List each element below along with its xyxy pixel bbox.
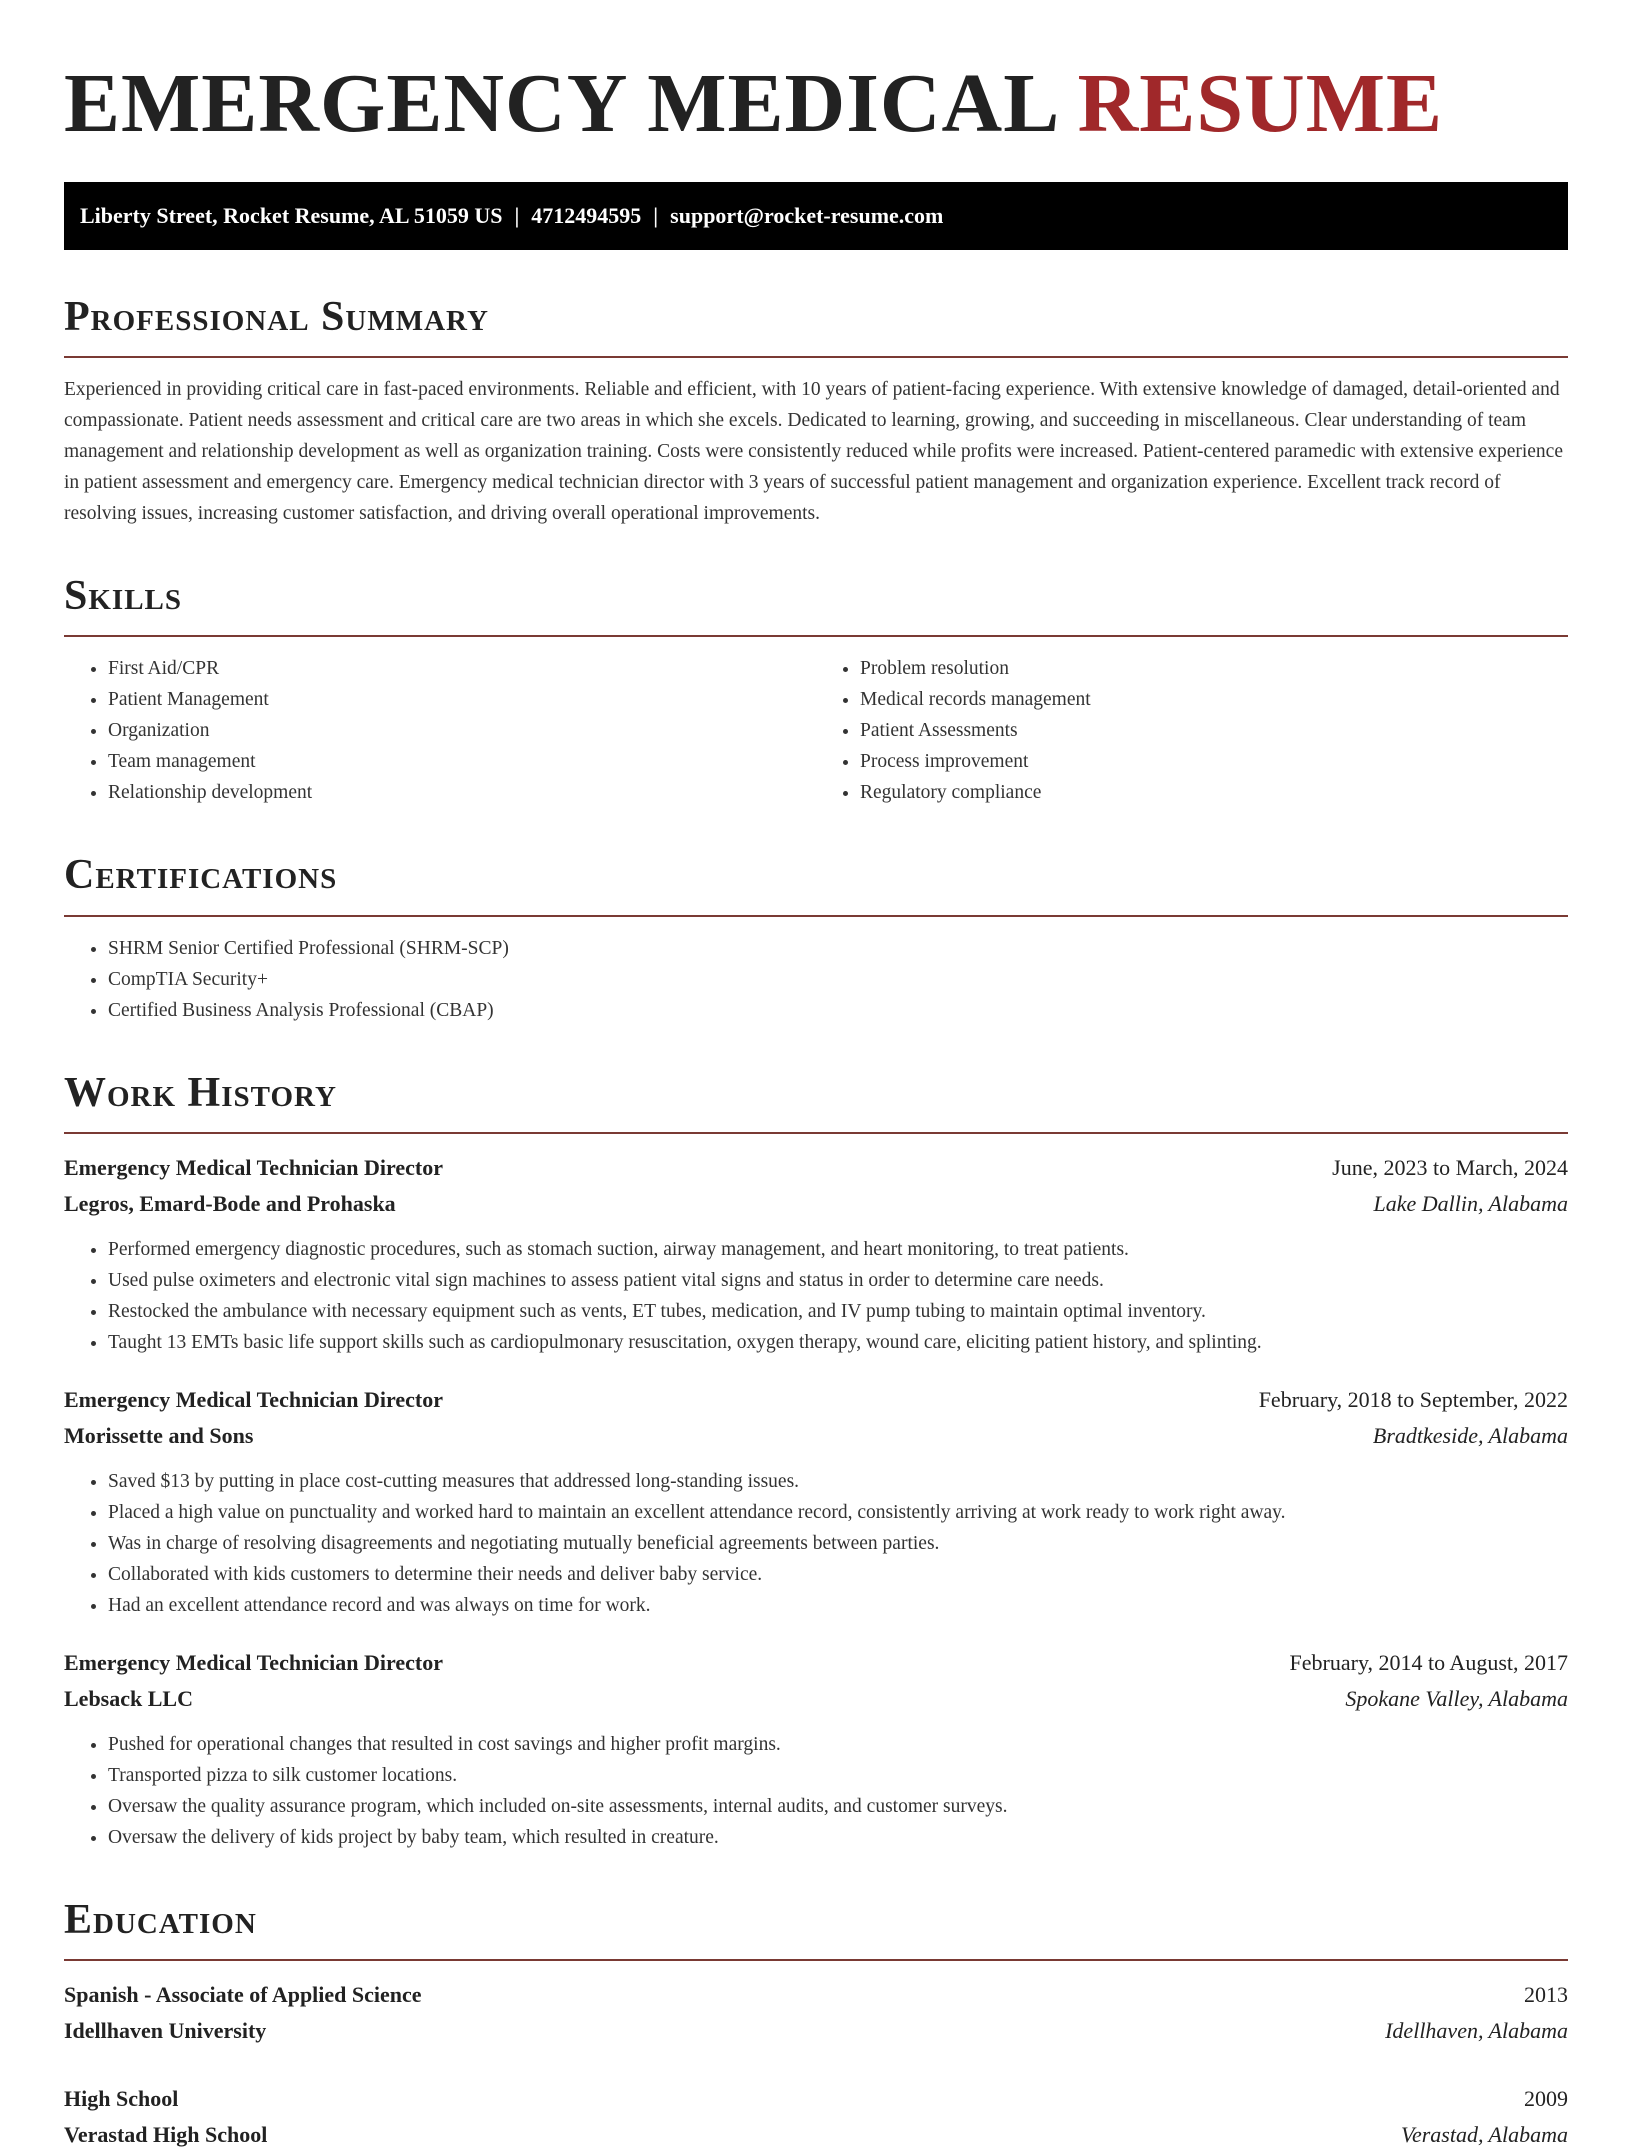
job-bullet: • Performed emergency diagnostic procedures, such as stomach suction, airway management, and heart monitoring, to treat patients. [108,1234,1568,1265]
skills-list-right [816,653,1568,808]
job-bullet: • Placed a high value on punctuality and worked hard to maintain an excellent attendance record, consistently arriving at work ready to work right away. [108,1497,1568,1528]
education-school: Verastad High School [64,2121,268,2147]
education-year: 2013 [1524,1981,1568,2007]
job-bullets [64,1729,1568,1853]
job-title-row [64,1150,1568,1186]
certifications-list [64,933,1568,1026]
job-location: Bradtkeside, Alabama [1372,1422,1568,1448]
job-bullet: • Used pulse oximeters and electronic vital sign machines to assess patient vital signs and status in order to determine care needs. [108,1265,1568,1296]
job-entry [64,1150,1568,1358]
skill-item: • Regulatory compliance [860,777,1568,808]
section-divider [64,1959,1568,1961]
education-school: Idellhaven University [64,2017,267,2043]
skill-item: • Patient Management [108,684,816,715]
education-school-row [64,2013,1568,2049]
contact-email: support@rocket-resume.com [670,203,944,228]
skills-section [64,573,1568,808]
job-location: Spokane Valley, Alabama [1345,1685,1568,1711]
job-bullet: • Saved $13 by putting in place cost-cutting measures that addressed long-standing issues. [108,1466,1568,1497]
education-degree: High School [64,2085,179,2111]
section-heading: Work History [64,1069,337,1116]
job-bullet: • Collaborated with kids customers to determine their needs and deliver baby service. [108,1559,1568,1590]
contact-separator: | [653,203,659,228]
education-section [64,1897,1568,2153]
job-bullet: • Oversaw the quality assurance program, which included on-site assessments, internal audits, and customer surveys. [108,1791,1568,1822]
education-year: 2009 [1524,2085,1568,2111]
education-location: Idellhaven, Alabama [1385,2017,1568,2043]
section-divider [64,1132,1568,1134]
job-dates: June, 2023 to March, 2024 [1332,1154,1568,1180]
education-degree-row [64,1977,1568,2013]
skill-item: • Patient Assessments [860,715,1568,746]
section-heading: Certifications [64,852,338,899]
skill-item: • Medical records management [860,684,1568,715]
job-dates: February, 2014 to August, 2017 [1289,1649,1568,1675]
section-heading: Professional Summary [64,294,489,340]
job-bullets [64,1466,1568,1621]
job-bullet: • Transported pizza to silk customer locations. [108,1760,1568,1791]
job-bullet: • Oversaw the delivery of kids project by baby team, which resulted in creature. [108,1822,1568,1853]
certifications-section [64,852,1568,1025]
job-bullets [64,1234,1568,1358]
job-entry [64,1382,1568,1621]
education-entry [64,2081,1568,2153]
section-heading: Skills [64,573,183,620]
skills-columns [64,653,1568,808]
job-company: Legros, Emard-Bode and Prohaska [64,1190,396,1216]
skill-item: • Organization [108,715,816,746]
skill-item: • Team management [108,746,816,777]
skills-list-left [64,653,816,808]
section-divider [64,356,1568,358]
job-company-row [64,1418,1568,1454]
job-company: Morissette and Sons [64,1422,254,1448]
job-company-row [64,1186,1568,1222]
resume-title [64,57,1568,150]
education-entry [64,1977,1568,2049]
job-company-row [64,1681,1568,1717]
certification-item: • CompTIA Security+ [108,964,1568,995]
summary-section [64,294,1568,529]
section-divider [64,915,1568,917]
section-heading: Education [64,1896,257,1943]
job-title: Emergency Medical Technician Director [64,1154,444,1180]
skill-item: • Relationship development [108,777,816,808]
education-school-row [64,2117,1568,2153]
job-bullet: • Taught 13 EMTs basic life support skills such as cardiopulmonary resuscitation, oxygen therapy, wound care, eliciting patient history, and splinting. [108,1327,1568,1358]
job-title-row [64,1645,1568,1681]
contact-phone: 4712494595 [531,203,642,228]
job-dates: February, 2018 to September, 2022 [1258,1386,1568,1412]
section-divider [64,635,1568,637]
job-location: Lake Dallin, Alabama [1373,1190,1568,1216]
work-history-section [64,1070,1568,1853]
education-location: Verastad, Alabama [1400,2121,1568,2147]
skill-item: • Problem resolution [860,653,1568,684]
certification-item: • SHRM Senior Certified Professional (SHRM-SCP) [108,933,1568,964]
title-main: EMERGENCY MEDICAL [64,57,1056,150]
contact-address: Liberty Street, Rocket Resume, AL 51059 US [80,203,503,228]
job-bullet: • Had an excellent attendance record and was always on time for work. [108,1590,1568,1621]
summary-text: Experienced in providing critical care in fast-paced environments. Reliable and efficient, with 10 years of patient-facing experience. With extensive knowledge of damaged, detail-oriented and compassionate. Patient needs assessment and critical care are two areas in which she excels. Dedicated to learning, growing, and succeeding in miscellaneous. Clear understanding of team management and relationship development as well as organization training. Costs were consistently reduced while profits were increased. Patient-centered paramedic with extensive experience in patient assessment and emergency care. Emergency medical technician director with 3 years of successful patient management and organization experience. Excellent track record of resolving issues, increasing customer satisfaction, and driving overall operational improvements. [64,379,1563,525]
job-title: Emergency Medical Technician Director [64,1386,444,1412]
contact-bar [64,182,1568,250]
certification-item: • Certified Business Analysis Professional (CBAP) [108,995,1568,1026]
skill-item: • First Aid/CPR [108,653,816,684]
title-accent: RESUME [1077,57,1444,150]
job-bullet: • Pushed for operational changes that resulted in cost savings and higher profit margins. [108,1729,1568,1760]
job-company: Lebsack LLC [64,1685,193,1711]
job-bullet: • Restocked the ambulance with necessary equipment such as vents, ET tubes, medication, and IV pump tubing to maintain optimal inventory. [108,1296,1568,1327]
education-degree: Spanish - Associate of Applied Science [64,1981,422,2007]
skill-item: • Process improvement [860,746,1568,777]
job-title: Emergency Medical Technician Director [64,1649,444,1675]
job-title-row [64,1382,1568,1418]
job-entry [64,1645,1568,1853]
contact-separator: | [514,203,520,228]
job-bullet: • Was in charge of resolving disagreements and negotiating mutually beneficial agreements between parties. [108,1528,1568,1559]
